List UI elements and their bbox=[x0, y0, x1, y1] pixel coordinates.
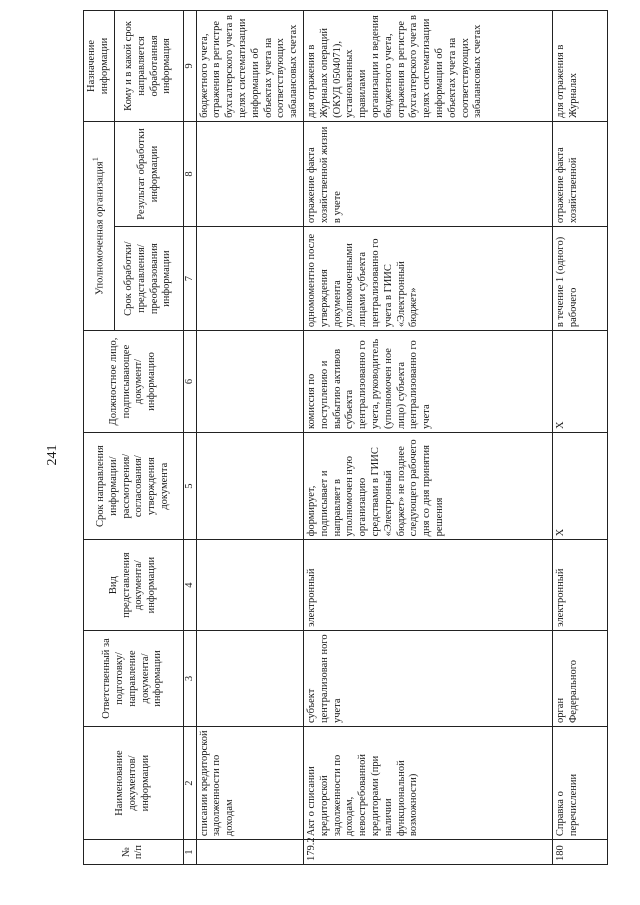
colnum-2: 2 bbox=[183, 727, 196, 840]
cell-kind: электронный bbox=[552, 540, 607, 630]
colnum-5: 5 bbox=[183, 432, 196, 539]
cell-kind: электронный bbox=[303, 540, 552, 630]
cell-result bbox=[196, 121, 303, 226]
cell-processing-term bbox=[196, 227, 303, 331]
page-number: 241 bbox=[45, 444, 60, 466]
cell-responsible: орган Федерального bbox=[552, 630, 607, 726]
group-footnote: 1 bbox=[90, 157, 101, 162]
colnum-6: 6 bbox=[183, 331, 196, 433]
column-numbers-row bbox=[183, 11, 196, 865]
cell-result: отражение факта хозяйственной bbox=[552, 121, 607, 226]
rotated-table-wrapper bbox=[83, 10, 583, 865]
header-processing-term: Срок обработки/ представления/ преобразования информации bbox=[114, 227, 183, 331]
header-name: Наименование документов/ информации bbox=[84, 727, 184, 840]
table-row bbox=[552, 11, 607, 865]
colnum-9: 9 bbox=[183, 11, 196, 122]
cell-recipient: для отражения в Журналах bbox=[552, 11, 607, 122]
colnum-7: 7 bbox=[183, 227, 196, 331]
header-result: Результат обработки информации bbox=[114, 121, 183, 226]
header-recipient: Кому и в какой срок направляется обработанная информация bbox=[114, 11, 183, 122]
cell-official: комиссия по поступлению и выбытию активов субъекта централизованно го учета, руководитель (уполномочен ное лицо) субъекта централизованно го учета bbox=[303, 331, 552, 433]
cell-num: 179.2 bbox=[303, 840, 552, 865]
cell-num bbox=[196, 840, 303, 865]
cell-recipient: для отражения в Журналах операций (ОКУД 0504071), установленных правилами организации и ведения бюджетного учета, отражения в регистре бухгалтерского учета в целях систематизации информации об объектах учета на соответствующих забалансовых счетах bbox=[303, 11, 552, 122]
document-table bbox=[83, 10, 608, 865]
cell-deadline bbox=[196, 432, 303, 539]
cell-deadline: Х bbox=[552, 432, 607, 539]
cell-name: списании кредиторской задолженности по доходам bbox=[196, 727, 303, 840]
cell-kind bbox=[196, 540, 303, 630]
header-row-top bbox=[84, 11, 115, 865]
cell-official bbox=[196, 331, 303, 433]
cell-responsible: субъект централизован ного учета bbox=[303, 630, 552, 726]
header-group-organization bbox=[84, 121, 115, 330]
cell-name: Справка о перечислении bbox=[552, 727, 607, 840]
cell-responsible bbox=[196, 630, 303, 726]
cell-official: Х bbox=[552, 331, 607, 433]
colnum-4: 4 bbox=[183, 540, 196, 630]
cell-num: 180 bbox=[552, 840, 607, 865]
cell-deadline: формирует, подписывает и направляет в уполномочен ную организацию средствами в ГИИС «Электронный бюджет» не позднее следующего рабочего дня со дня принятия решения bbox=[303, 432, 552, 539]
header-deadline: Срок направления информации/ рассмотрения/ согласования/ утверждения документа bbox=[84, 432, 184, 539]
cell-result: отражение факта хозяйственной жизни в учете bbox=[303, 121, 552, 226]
colnum-3: 3 bbox=[183, 630, 196, 726]
table-row bbox=[303, 11, 552, 865]
header-kind: Вид представления документа/ информации bbox=[84, 540, 184, 630]
header-responsible: Ответственный за подготовку/ направление документа/ информации bbox=[84, 630, 184, 726]
colnum-8: 8 bbox=[183, 121, 196, 226]
cell-processing-term: в течение 1 (одного) рабочего bbox=[552, 227, 607, 331]
cell-name: Акт о списании кредиторской задолженности по доходам, невостребованной кредиторами (при наличии функциональной возможности) bbox=[303, 727, 552, 840]
header-purpose: Назначение информации bbox=[84, 11, 115, 122]
header-num: № п/п bbox=[84, 840, 184, 865]
cell-processing-term: одномоментно после утверждения документа уполномоченными лицами субъекта централизованно го учета в ГИИС «Электронный бюджет» bbox=[303, 227, 552, 331]
colnum-1: 1 bbox=[183, 840, 196, 865]
header-official: Должностное лицо, подписывающее документ/ информацию bbox=[84, 331, 184, 433]
group-title: Уполномоченная организация bbox=[94, 161, 106, 296]
table-row bbox=[196, 11, 303, 865]
cell-recipient: бюджетного учета, отражения в регистре бухгалтерского учета в целях систематизации информации об объектах учета на соответствующих забалансовых счетах bbox=[196, 11, 303, 122]
